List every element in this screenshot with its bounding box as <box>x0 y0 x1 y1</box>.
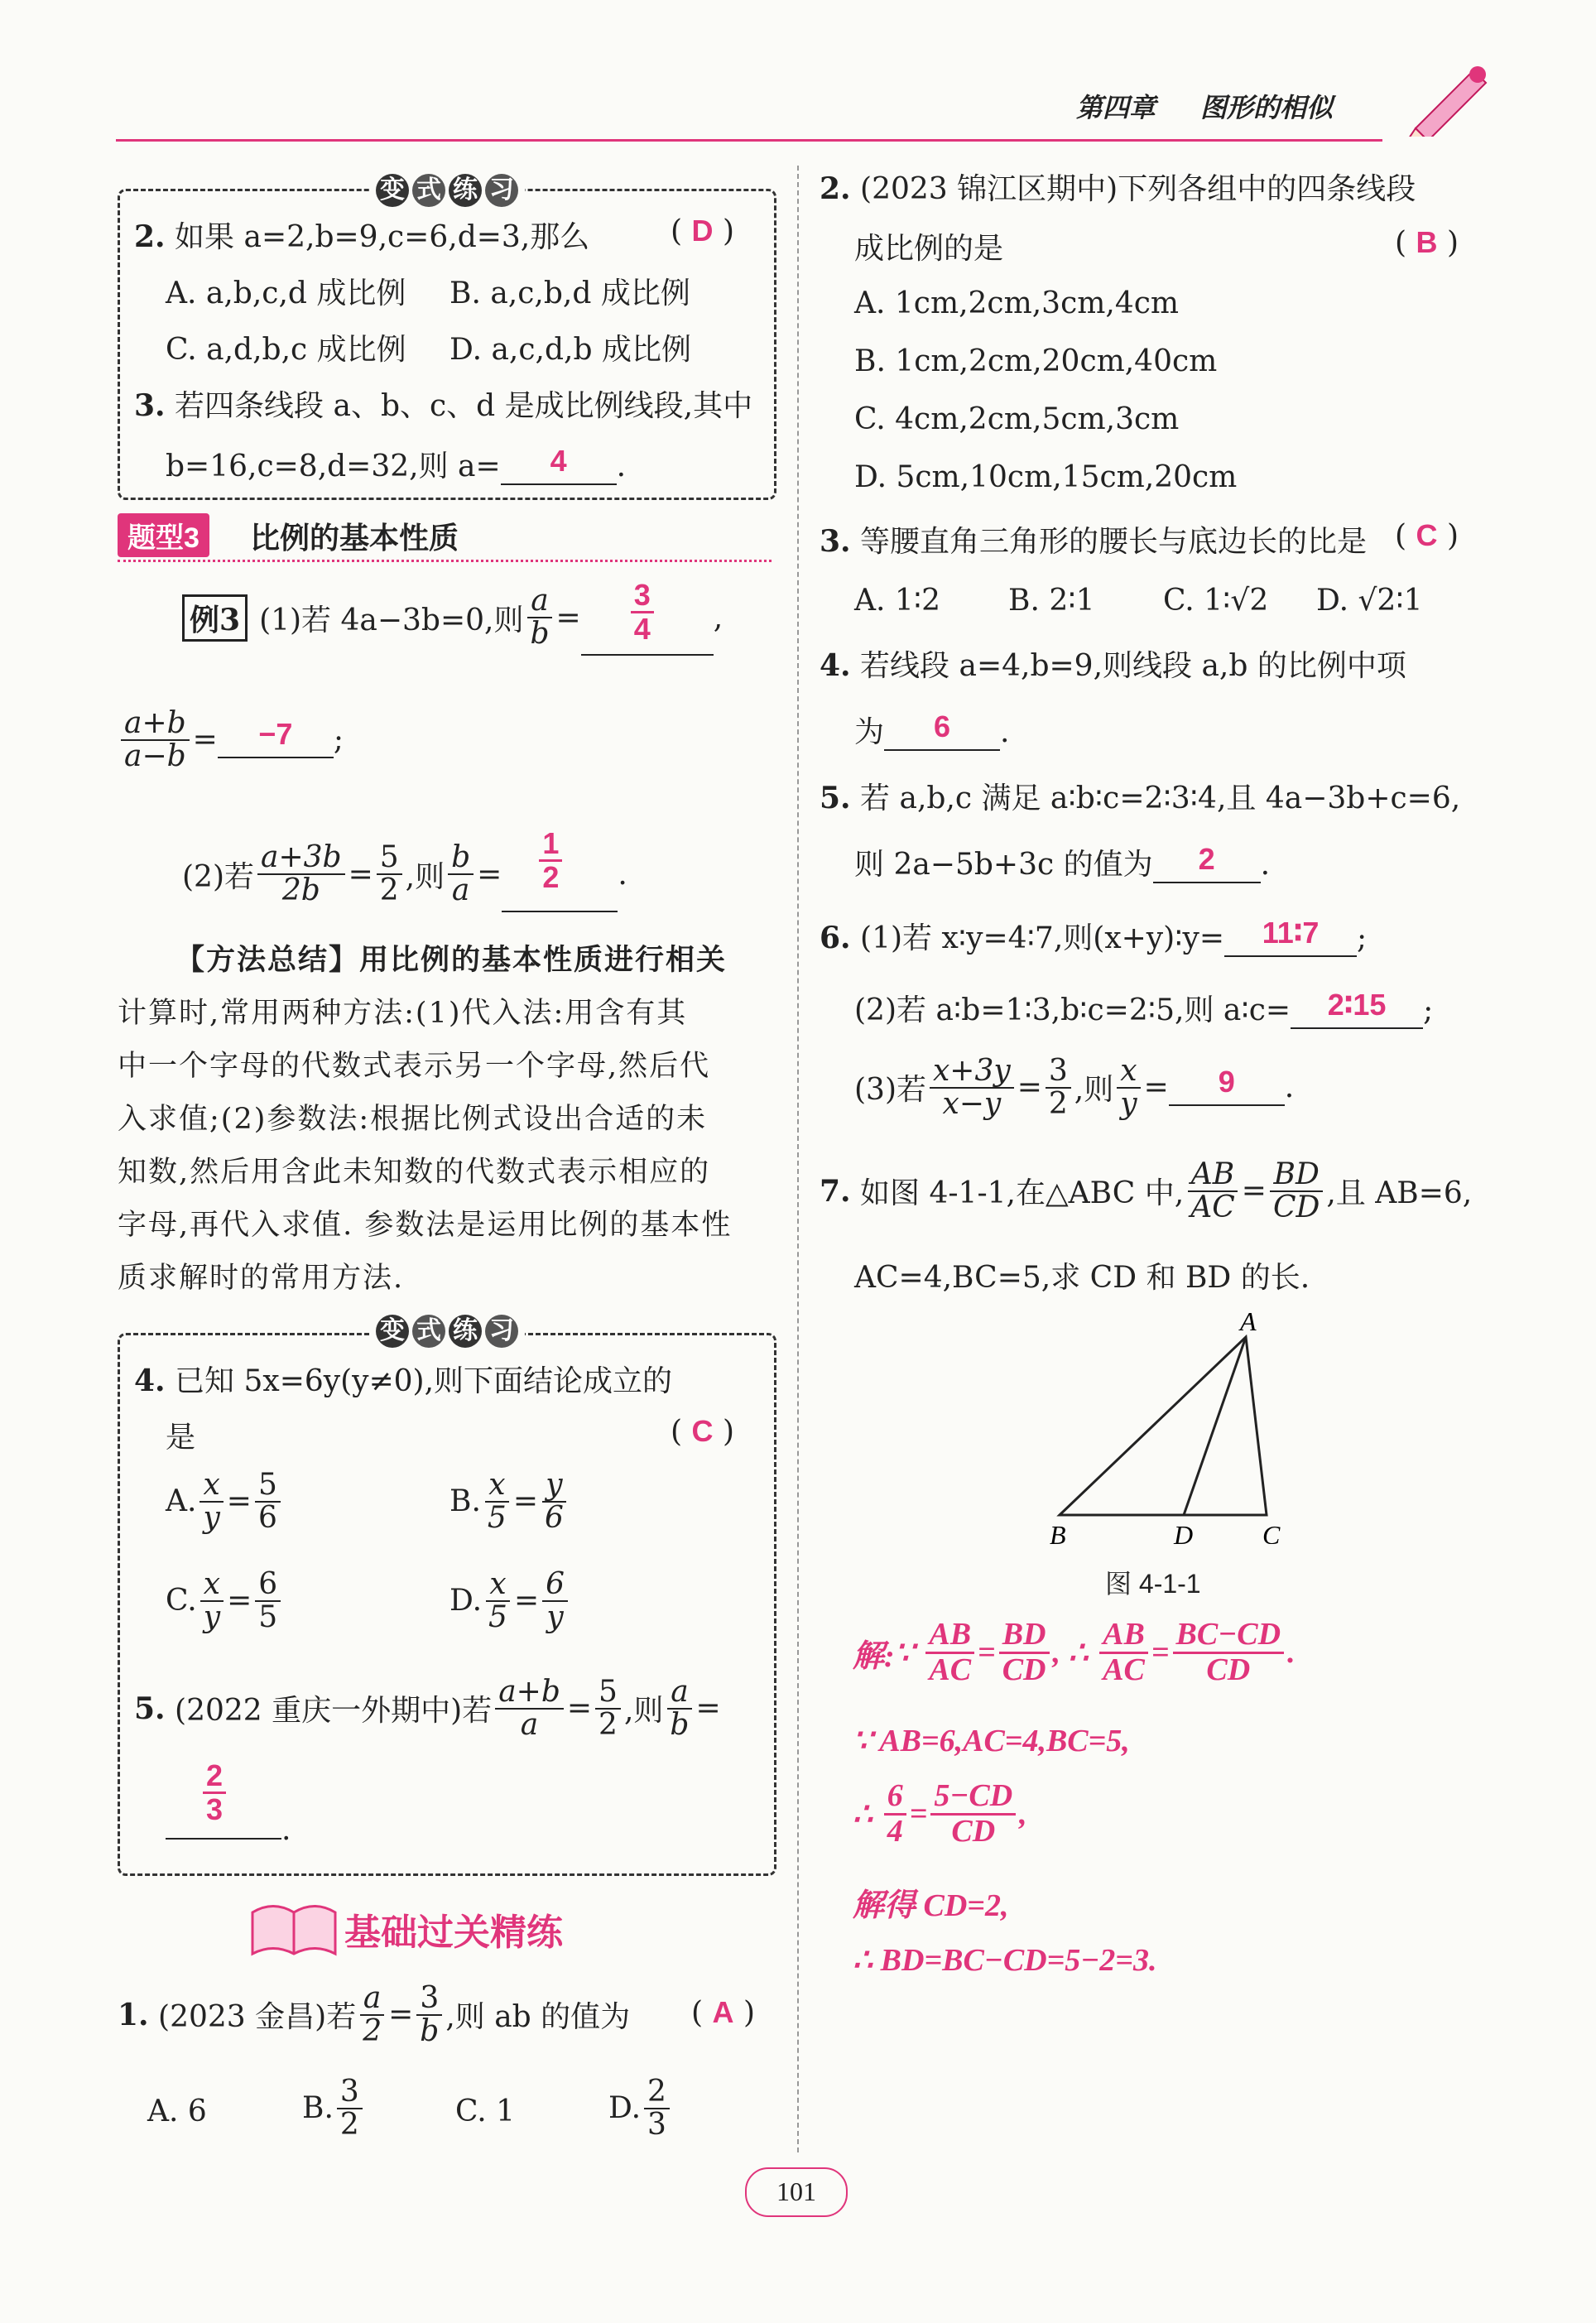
label-a: A <box>1240 1312 1257 1336</box>
problem-4-option-c: C. $\frac{x}{y}$ = $\frac{6}{5}$ <box>166 1569 284 1633</box>
q6-answer-3: 9 <box>1218 1064 1235 1099</box>
page-number: 101 <box>745 2167 848 2217</box>
label-c: C <box>1262 1520 1281 1544</box>
solution-line-5: ∴ BD=BC−CD=5−2=3. <box>853 1943 1157 1978</box>
solution-line-3: ∴ $\frac{6}{4}$ = $\frac{5-CD}{CD}$ , <box>853 1778 1027 1849</box>
q2-option-a: A. 1cm,2cm,3cm,4cm <box>854 286 1180 320</box>
problem-3-line2: b=16,c=8,d=32,则 a= 4 . <box>166 444 627 483</box>
example-3-part2: (2)若 $\frac{a+3b}{2b}$ = $\frac{5}{2}$ ,则 $\frac{b}{a}$ = $\frac{1}{2}$ . <box>182 836 627 912</box>
method-line: 知数,然后用含此未知数的代数式表示相应的 <box>118 1156 711 1189</box>
q3-answer: ( C ) <box>1395 518 1459 553</box>
q6-part1: 6. (1)若 x∶y=4∶7,则(x+y)∶y= 11∶7 ; <box>820 916 1368 955</box>
problem-5-stem: 5. (2022 重庆一外期中)若 $\frac{a+b}{a}$ = $\frac{5}{2}$ ,则 $\frac{a}{b}$ = <box>134 1675 721 1742</box>
q2-option-b: B. 1cm,2cm,20cm,40cm <box>854 344 1218 378</box>
pencil-icon <box>1399 62 1498 137</box>
example-3-part1: 例3 (1)若 4a−3b=0,则 $\frac{a}{b}$ = $\frac{3}{4}$ , <box>182 580 723 656</box>
solution-line-4: 解得 CD=2, <box>853 1888 1009 1923</box>
q6-part2: (2)若 a∶b=1∶3,b∶c=2∶5,则 a∶c= 2∶15 ; <box>854 988 1434 1027</box>
basic-q1-option-c: C. 1 <box>455 2095 516 2128</box>
example-3-answer-3-den: 2 <box>542 859 560 894</box>
q4-line1: 4. 若线段 a=4,b=9,则线段 a,b 的比例中项 <box>820 648 1406 683</box>
problem-2-option-c: C. a,d,b,c 成比例 <box>166 333 406 367</box>
practice-badge-2: 变 式 练 习 <box>369 1315 525 1348</box>
basic-q1-option-a: A. 6 <box>147 2095 207 2128</box>
problem-4-line2: 是 <box>166 1421 196 1455</box>
header-rule <box>116 139 1382 142</box>
chapter-title: 图形的相似 <box>1200 93 1334 123</box>
problem-4-option-d: D. $\frac{x}{5}$ = $\frac{6}{y}$ <box>449 1569 571 1633</box>
type3-title: 比例的基本性质 <box>250 521 459 555</box>
basic-q1-option-d: D. $\frac{2}{3}$ <box>608 2076 673 2141</box>
problem-5-answer-num: 2 <box>203 1760 226 1794</box>
problem-2-stem: 2. 如果 a=2,b=9,c=6,d=3,那么 <box>134 219 590 254</box>
problem-4-line1: 4. 已知 5x=6y(y≠0),则下面结论成立的 <box>134 1364 673 1398</box>
q4-line2: 为 6 . <box>854 709 1010 749</box>
problem-5-answer-den: 3 <box>206 1792 224 1826</box>
method-line: 【方法总结】用比例的基本性质进行相关 <box>175 943 728 977</box>
book-icon <box>248 1900 339 1958</box>
method-line: 字母,再代入求值. 参数法是运用比例的基本性 <box>118 1209 733 1242</box>
q7-line1: 7. 如图 4-1-1,在△ABC 中, $\frac{AB}{AC}$ = $\frac{BD}{CD}$ ,且 AB=6, <box>820 1157 1473 1224</box>
q3-option-a: A. 1∶2 <box>854 584 941 618</box>
q2-line2: 成比例的是 <box>854 232 1004 266</box>
segment-ad <box>1184 1337 1246 1515</box>
q4-answer: 6 <box>934 709 951 743</box>
header <box>116 79 1523 145</box>
problem-3-answer: 4 <box>550 444 567 478</box>
method-line: 入求值;(2)参数法:根据比例式设出合适的未 <box>118 1103 708 1136</box>
q2-option-d: D. 5cm,10cm,15cm,20cm <box>854 460 1238 494</box>
example-3-answer-2: −7 <box>258 716 293 751</box>
problem-2-answer: ( D ) <box>671 214 734 248</box>
problem-2-option-b: B. a,c,b,d 成比例 <box>449 277 690 310</box>
method-line: 质求解时的常用方法. <box>118 1262 405 1295</box>
problem-4-option-a: A. $\frac{x}{y}$ = $\frac{5}{6}$ <box>166 1469 284 1534</box>
q5-line2: 则 2a−5b+3c 的值为 2 . <box>854 842 1271 882</box>
q5-line1: 5. 若 a,b,c 满足 a∶b∶c=2∶3∶4,且 4a−3b+c=6, <box>820 781 1461 815</box>
q6-answer-2: 2∶15 <box>1327 988 1387 1022</box>
q3-option-b: B. 2∶1 <box>1008 584 1095 618</box>
basics-section-title: 基础过关精练 <box>248 1900 563 1958</box>
practice-badge-1: 变 式 练 习 <box>369 174 525 207</box>
label-d: D <box>1174 1520 1194 1544</box>
chapter-label: 第四章 <box>1076 93 1156 123</box>
q2-option-c: C. 4cm,2cm,5cm,3cm <box>854 402 1180 436</box>
solution-line-1: 解: ∵ $\frac{AB}{AC}$ = $\frac{BD}{CD}$ , ∴ $\frac{AB}{AC}$ = $\frac{BC-CD}{CD}$ . <box>853 1617 1296 1687</box>
problem-5-answer-line: $\frac{2}{3}$ . <box>166 1763 291 1847</box>
q2-line1: 2. (2023 锦江区期中)下列各组中的四条线段 <box>820 171 1416 206</box>
q7-line2: AC=4,BC=5,求 CD 和 BD 的长. <box>854 1261 1310 1295</box>
figure-caption: 图 4-1-1 <box>1105 1569 1201 1599</box>
solution-line-2: ∵ AB=6,AC=4,BC=5, <box>853 1724 1130 1758</box>
method-summary <box>118 934 780 1305</box>
type3-heading <box>118 513 772 562</box>
type3-badge: 题型3 <box>118 513 209 557</box>
problem-4-answer: ( C ) <box>671 1414 734 1449</box>
q2-answer: ( B ) <box>1395 225 1459 260</box>
column-divider <box>797 166 799 2152</box>
basic-q1-option-b: B. $\frac{3}{2}$ <box>302 2076 366 2141</box>
q3-stem: 3. 等腰直角三角形的腰长与底边长的比是 <box>820 524 1368 559</box>
example-3-label: 例3 <box>182 594 248 642</box>
example-3-answer-1-den: 4 <box>633 611 651 646</box>
basic-q1-answer: ( A ) <box>691 1995 755 2030</box>
q6-part3: (3)若 $\frac{x+3y}{x-y}$ = $\frac{3}{2}$ ,则 $\frac{x}{y}$ = 9 . <box>854 1054 1295 1121</box>
problem-2-option-a: A. a,b,c,d 成比例 <box>166 277 406 310</box>
example-3-answer-3-num: 1 <box>539 828 562 862</box>
q3-option-d: D. √2∶1 <box>1316 584 1423 618</box>
example-3-answer-1-num: 3 <box>631 580 654 613</box>
method-line: 计算时,常用两种方法:(1)代入法:用含有其 <box>118 997 688 1030</box>
q5-answer: 2 <box>1198 842 1215 876</box>
method-line: 中一个字母的代数式表示另一个字母,然后代 <box>118 1050 711 1083</box>
example-3-part1b: $\frac{a+b}{a-b}$ = −7 ; <box>118 708 344 772</box>
triangle-figure <box>1026 1312 1308 1544</box>
problem-3-line1: 3. 若四条线段 a、b、c、d 是成比例线段,其中 <box>134 388 753 423</box>
basic-q1-stem: 1. (2023 金昌)若 $\frac{a}{2}$ = $\frac{3}{b}$ ,则 ab 的值为 <box>118 1981 631 2048</box>
q3-option-c: C. 1∶√2 <box>1163 584 1269 618</box>
q6-answer-1: 11∶7 <box>1262 916 1320 950</box>
problem-2-option-d: D. a,c,d,b 成比例 <box>449 333 691 367</box>
label-b: B <box>1050 1520 1066 1544</box>
problem-4-option-b: B. $\frac{x}{5}$ = $\frac{y}{6}$ <box>449 1469 570 1534</box>
